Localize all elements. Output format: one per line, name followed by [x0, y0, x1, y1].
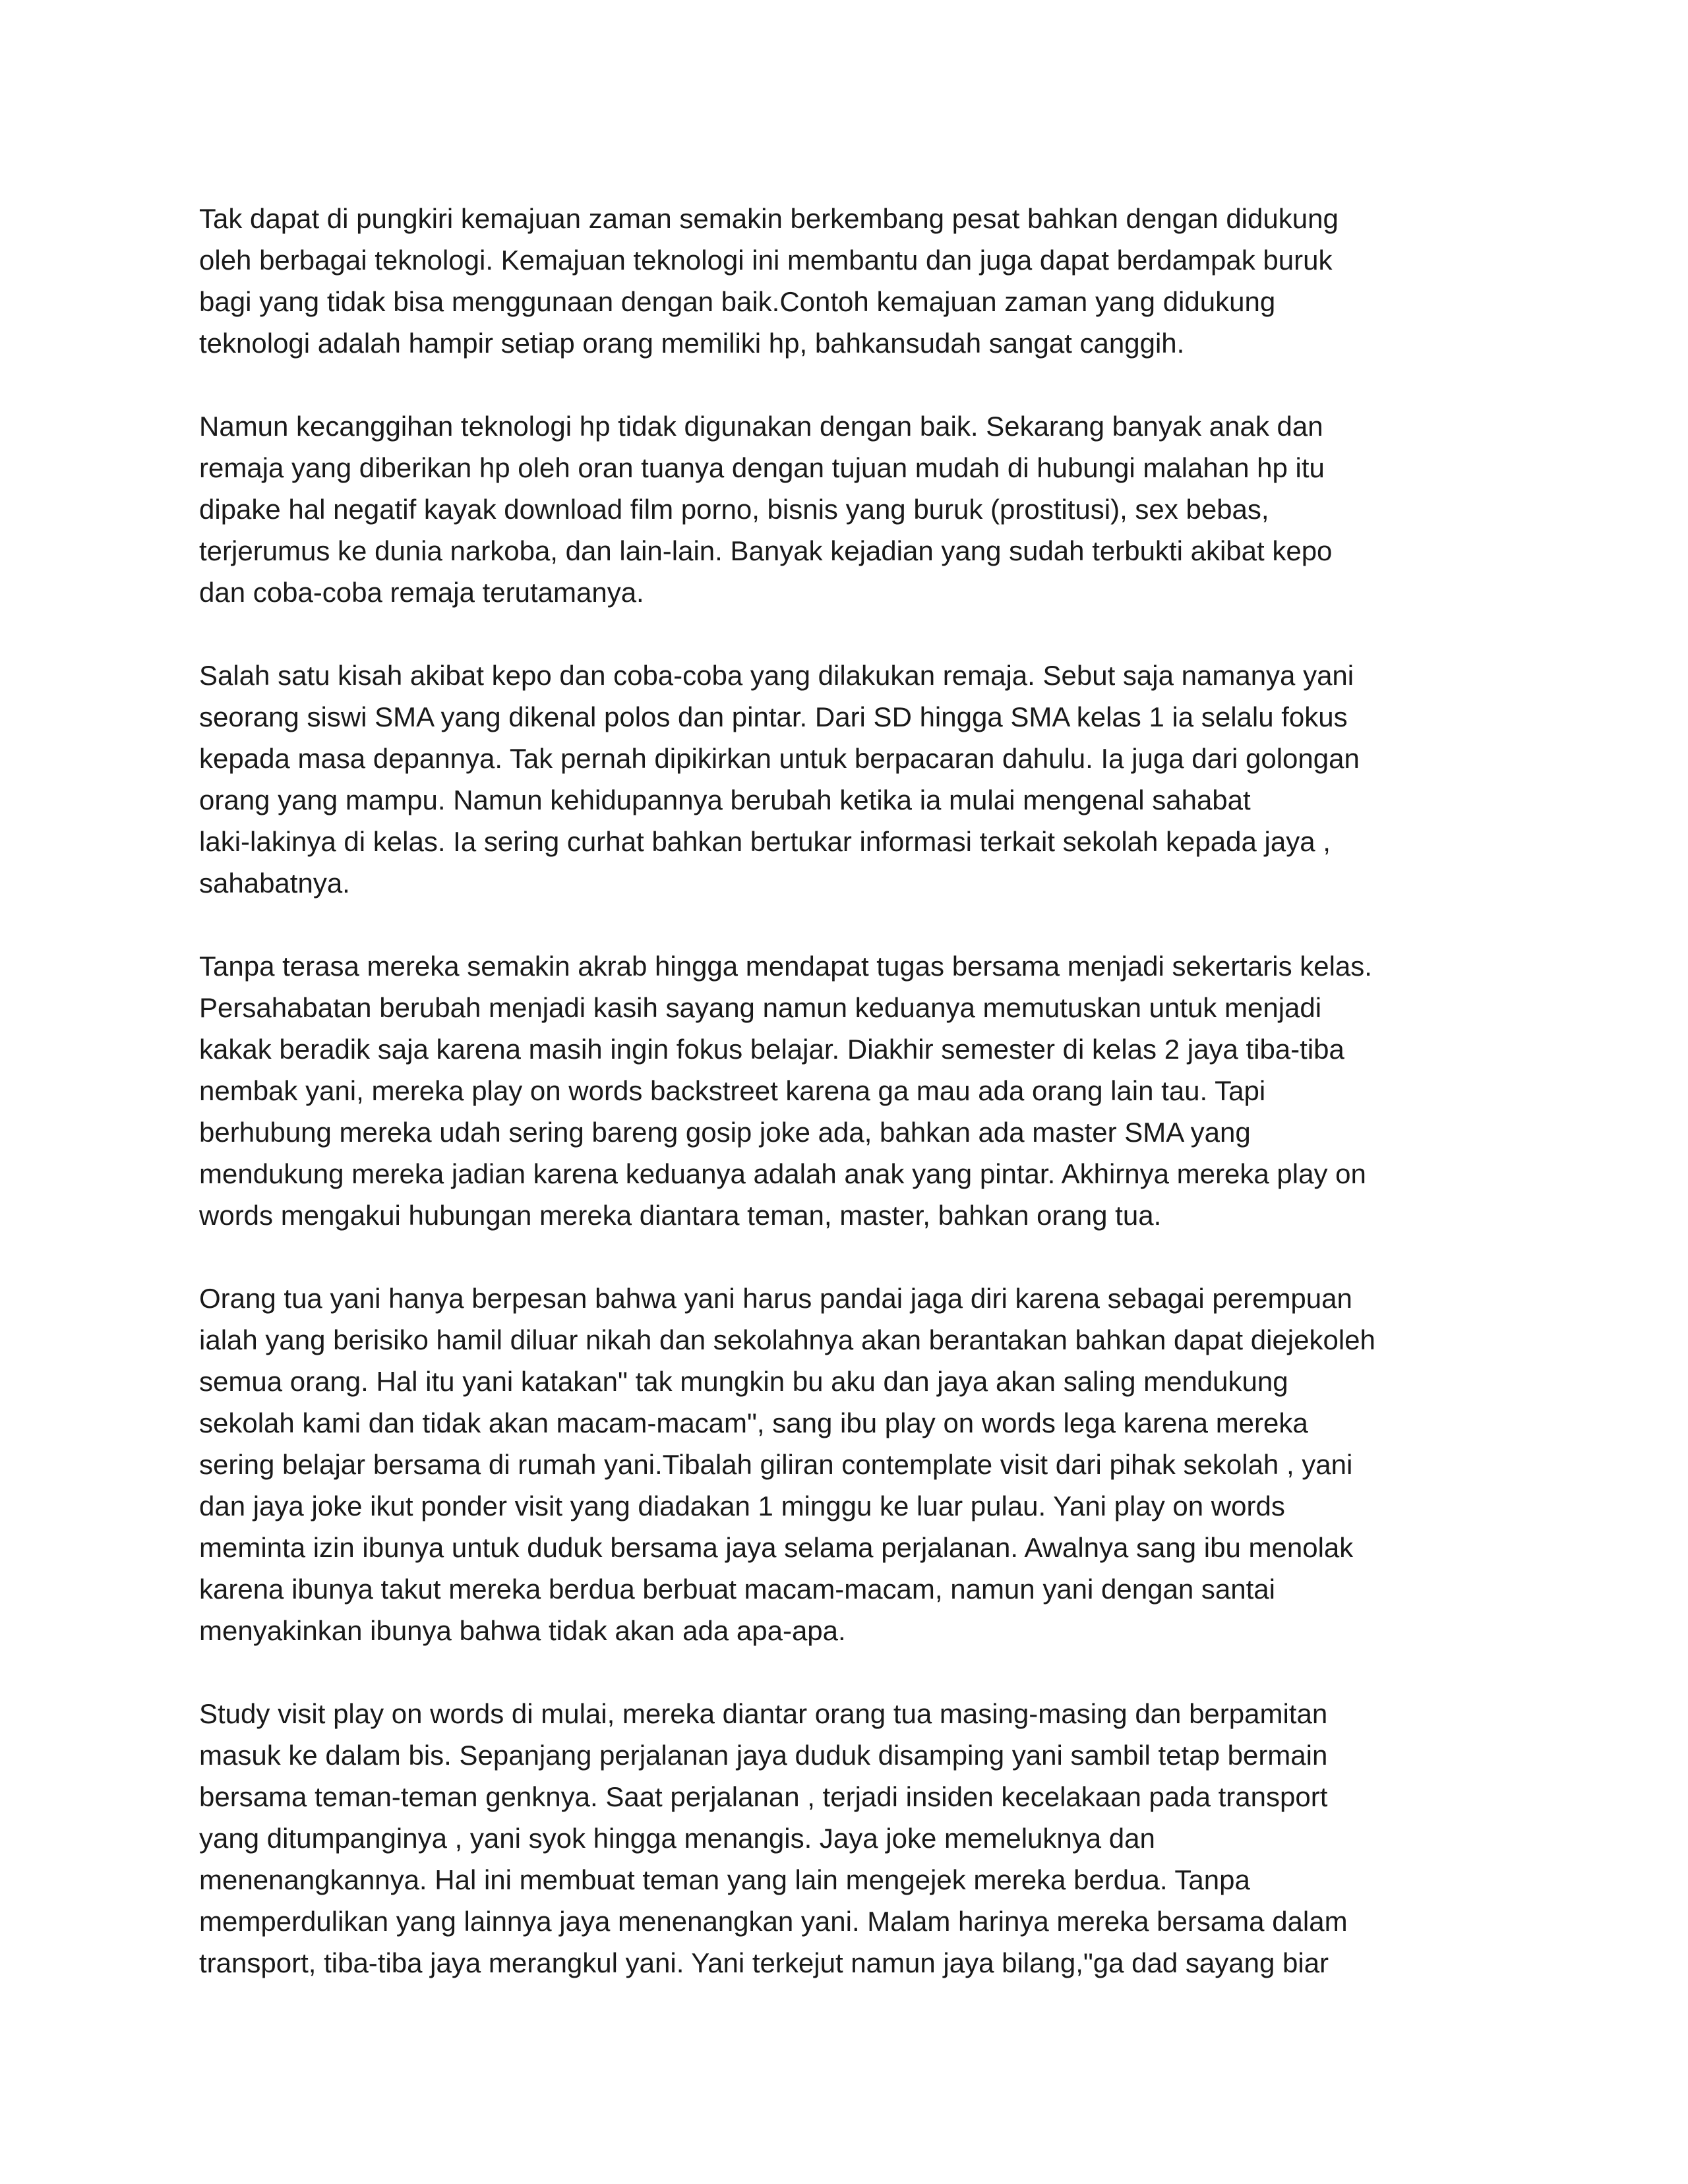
- text-line: sekolah kami dan tidak akan macam-macam", sang ibu play on words lega karena mereka: [199, 1407, 1308, 1438]
- text-line: menenangkannya. Hal ini membuat teman yang lain mengejek mereka berdua. Tanpa: [199, 1864, 1250, 1895]
- text-line: words mengakui hubungan mereka diantara teman, master, bahkan orang tua.: [199, 1200, 1162, 1231]
- text-line: teknologi adalah hampir setiap orang memiliki hp, bahkansudah sangat canggih.: [199, 328, 1185, 359]
- text-line: berhubung mereka udah sering bareng gosip joke ada, bahkan ada master SMA yang: [199, 1117, 1251, 1148]
- text-line: kakak beradik saja karena masih ingin fokus belajar. Diakhir semester di kelas 2 jaya tiba-tiba: [199, 1034, 1344, 1065]
- text-line: Tanpa terasa mereka semakin akrab hingga mendapat tugas bersama menjadi sekertaris kelas.: [199, 951, 1372, 982]
- text-line: ialah yang berisiko hamil diluar nikah dan sekolahnya akan berantakan bahkan dapat diejekoleh: [199, 1324, 1375, 1355]
- text-line: Study visit play on words di mulai, mereka diantar orang tua masing-masing dan berpamitan: [199, 1698, 1328, 1729]
- text-line: memperdulikan yang lainnya jaya menenangkan yani. Malam harinya mereka bersama dalam: [199, 1906, 1348, 1937]
- text-line: Tak dapat di pungkiri kemajuan zaman semakin berkembang pesat bahkan dengan didukung: [199, 203, 1339, 234]
- text-line: transport, tiba-tiba jaya merangkul yani. Yani terkejut namun jaya bilang,"ga dad sayang biar: [199, 1947, 1329, 1978]
- text-line: laki-lakinya di kelas. Ia sering curhat bahkan bertukar informasi terkait sekolah kepada jaya ,: [199, 826, 1331, 857]
- paragraph-5: [199, 1278, 1511, 1651]
- text-line: yang ditumpanginya , yani syok hingga menangis. Jaya joke memeluknya dan: [199, 1823, 1155, 1854]
- text-line: sahabatnya.: [199, 868, 350, 899]
- text-line: dipake hal negatif kayak download film porno, bisnis yang buruk (prostitusi), sex bebas,: [199, 494, 1269, 525]
- text-line: dan coba-coba remaja terutamanya.: [199, 577, 644, 608]
- text-line: Salah satu kisah akibat kepo dan coba-coba yang dilakukan remaja. Sebut saja namanya yani: [199, 660, 1354, 691]
- text-line: Orang tua yani hanya berpesan bahwa yani harus pandai jaga diri karena sebagai perempuan: [199, 1283, 1352, 1314]
- text-line: bersama teman-teman genknya. Saat perjalanan , terjadi insiden kecelakaan pada transport: [199, 1781, 1328, 1812]
- document-body: [199, 198, 1511, 2025]
- paragraph-2: [199, 405, 1511, 613]
- text-line: remaja yang diberikan hp oleh oran tuanya dengan tujuan mudah di hubungi malahan hp itu: [199, 452, 1325, 483]
- text-line: oleh berbagai teknologi. Kemajuan teknologi ini membantu dan juga dapat berdampak buruk: [199, 245, 1333, 276]
- paragraph-6: [199, 1693, 1511, 1984]
- paragraph-3: [199, 655, 1511, 904]
- text-line: semua orang. Hal itu yani katakan" tak mungkin bu aku dan jaya akan saling mendukung: [199, 1366, 1288, 1397]
- paragraph-4: [199, 945, 1511, 1236]
- text-line: meminta izin ibunya untuk duduk bersama jaya selama perjalanan. Awalnya sang ibu menolak: [199, 1532, 1354, 1563]
- text-line: sering belajar bersama di rumah yani.Tibalah giliran contemplate visit dari pihak sekolah , yani: [199, 1449, 1353, 1480]
- paragraph-1: [199, 198, 1511, 364]
- text-line: karena ibunya takut mereka berdua berbuat macam-macam, namun yani dengan santai: [199, 1574, 1275, 1605]
- text-line: seorang siswi SMA yang dikenal polos dan pintar. Dari SD hingga SMA kelas 1 ia selalu fokus: [199, 701, 1348, 732]
- text-line: nembak yani, mereka play on words backstreet karena ga mau ada orang lain tau. Tapi: [199, 1075, 1266, 1106]
- text-line: menyakinkan ibunya bahwa tidak akan ada apa-apa.: [199, 1615, 846, 1646]
- text-line: kepada masa depannya. Tak pernah dipikirkan untuk berpacaran dahulu. Ia juga dari golongan: [199, 743, 1360, 774]
- text-line: terjerumus ke dunia narkoba, dan lain-lain. Banyak kejadian yang sudah terbukti akibat kepo: [199, 535, 1333, 566]
- text-line: orang yang mampu. Namun kehidupannya berubah ketika ia mulai mengenal sahabat: [199, 784, 1251, 815]
- text-line: dan jaya joke ikut ponder visit yang diadakan 1 minggu ke luar pulau. Yani play on words: [199, 1490, 1285, 1521]
- text-line: Persahabatan berubah menjadi kasih sayang namun keduanya memutuskan untuk menjadi: [199, 992, 1322, 1023]
- text-line: masuk ke dalam bis. Sepanjang perjalanan jaya duduk disamping yani sambil tetap bermain: [199, 1740, 1328, 1771]
- text-line: bagi yang tidak bisa menggunaan dengan baik.Contoh kemajuan zaman yang didukung: [199, 286, 1276, 317]
- text-line: Namun kecanggihan teknologi hp tidak digunakan dengan baik. Sekarang banyak anak dan: [199, 411, 1323, 442]
- text-line: mendukung mereka jadian karena keduanya adalah anak yang pintar. Akhirnya mereka play on: [199, 1158, 1366, 1189]
